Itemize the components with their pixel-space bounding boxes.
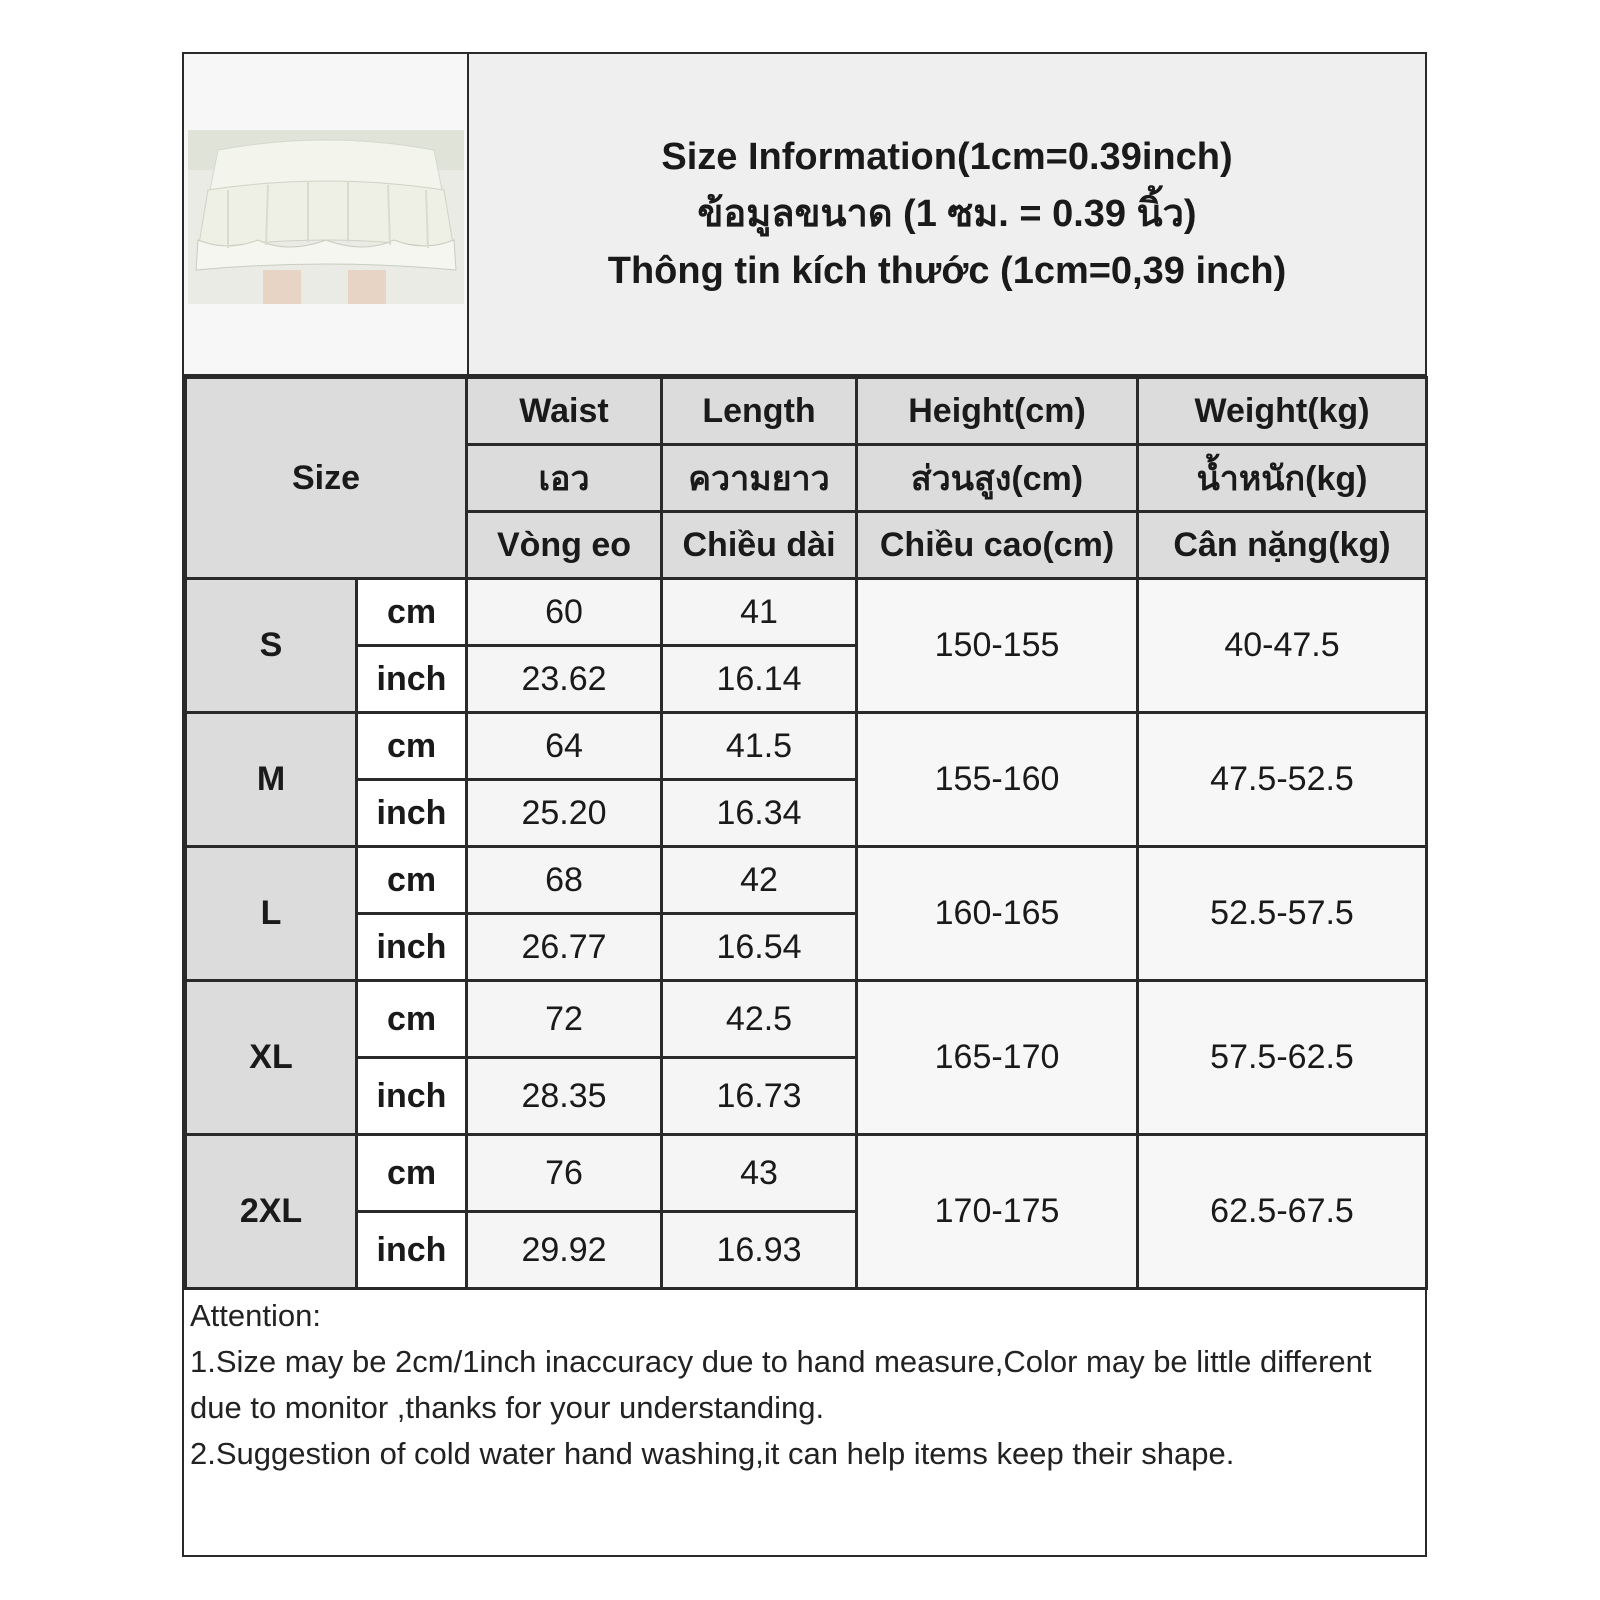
size-table — [184, 376, 1428, 1290]
size-row-cm — [186, 713, 1427, 780]
attention-note-2: 2.Suggestion of cold water hand washing,it can help items keep their shape. — [190, 1436, 1235, 1471]
length-inch: 16.73 — [662, 1058, 857, 1135]
waist-cm: 68 — [467, 847, 662, 914]
length-inch: 16.14 — [662, 646, 857, 713]
waist-cm: 60 — [467, 579, 662, 646]
skirt-product-image — [188, 130, 464, 304]
attention-note-1: 1.Size may be 2cm/1inch inaccuracy due to hand measure,Color may be little different due to monitor ,thanks for your understanding. — [190, 1344, 1372, 1425]
length-inch: 16.54 — [662, 914, 857, 981]
attention-notes — [190, 1293, 1416, 1477]
waist-inch: 29.92 — [467, 1212, 662, 1289]
length-cm: 42 — [662, 847, 857, 914]
size-label: S — [186, 579, 357, 713]
unit-inch: inch — [357, 914, 467, 981]
unit-inch: inch — [357, 1212, 467, 1289]
height-range: 155-160 — [857, 713, 1138, 847]
size-row-cm — [186, 579, 1427, 646]
header-weight: Weight(kg) — [1138, 378, 1427, 445]
size-row-cm — [186, 847, 1427, 914]
header-height-thai: ส่วนสูง(cm) — [857, 445, 1138, 512]
size-label: XL — [186, 981, 357, 1135]
title-thai: ข้อมูลขนาด (1 ซม. = 0.39 นิ้ว) — [697, 192, 1197, 235]
length-cm: 41.5 — [662, 713, 857, 780]
product-image-cell — [184, 54, 469, 376]
weight-range: 57.5-62.5 — [1138, 981, 1427, 1135]
title-english: Size Information(1cm=0.39inch) — [661, 135, 1233, 178]
weight-range: 40-47.5 — [1138, 579, 1427, 713]
waist-cm: 76 — [467, 1135, 662, 1212]
unit-cm: cm — [357, 847, 467, 914]
weight-range: 62.5-67.5 — [1138, 1135, 1427, 1289]
unit-inch: inch — [357, 646, 467, 713]
header-row-english — [186, 378, 1427, 445]
header-weight-thai: น้ำหนัก(kg) — [1138, 445, 1427, 512]
waist-inch: 26.77 — [467, 914, 662, 981]
waist-cm: 64 — [467, 713, 662, 780]
size-label: L — [186, 847, 357, 981]
height-range: 165-170 — [857, 981, 1138, 1135]
title-vietnamese: Thông tin kích thước (1cm=0,39 inch) — [607, 249, 1287, 292]
size-label: M — [186, 713, 357, 847]
length-cm: 43 — [662, 1135, 857, 1212]
size-row-cm — [186, 1135, 1427, 1212]
length-cm: 42.5 — [662, 981, 857, 1058]
length-cm: 41 — [662, 579, 857, 646]
header-height-vietnamese: Chiều cao(cm) — [857, 512, 1138, 579]
unit-cm: cm — [357, 981, 467, 1058]
size-column-header: Size — [186, 378, 467, 579]
length-inch: 16.34 — [662, 780, 857, 847]
size-chart-frame — [182, 52, 1427, 1557]
weight-range: 52.5-57.5 — [1138, 847, 1427, 981]
header-waist-thai: เอว — [467, 445, 662, 512]
unit-cm: cm — [357, 713, 467, 780]
header-weight-vietnamese: Cân nặng(kg) — [1138, 512, 1427, 579]
height-range: 150-155 — [857, 579, 1138, 713]
waist-cm: 72 — [467, 981, 662, 1058]
waist-inch: 25.20 — [467, 780, 662, 847]
header-height: Height(cm) — [857, 378, 1138, 445]
size-row-cm — [186, 981, 1427, 1058]
unit-inch: inch — [357, 1058, 467, 1135]
length-inch: 16.93 — [662, 1212, 857, 1289]
waist-inch: 23.62 — [467, 646, 662, 713]
attention-heading: Attention: — [190, 1298, 321, 1333]
height-range: 170-175 — [857, 1135, 1138, 1289]
size-info-title — [469, 54, 1425, 376]
header-waist-vietnamese: Vòng eo — [467, 512, 662, 579]
height-range: 160-165 — [857, 847, 1138, 981]
header-waist: Waist — [467, 378, 662, 445]
header-length-vietnamese: Chiều dài — [662, 512, 857, 579]
unit-cm: cm — [357, 1135, 467, 1212]
unit-cm: cm — [357, 579, 467, 646]
waist-inch: 28.35 — [467, 1058, 662, 1135]
header-length: Length — [662, 378, 857, 445]
size-label: 2XL — [186, 1135, 357, 1289]
weight-range: 47.5-52.5 — [1138, 713, 1427, 847]
header-length-thai: ความยาว — [662, 445, 857, 512]
unit-inch: inch — [357, 780, 467, 847]
